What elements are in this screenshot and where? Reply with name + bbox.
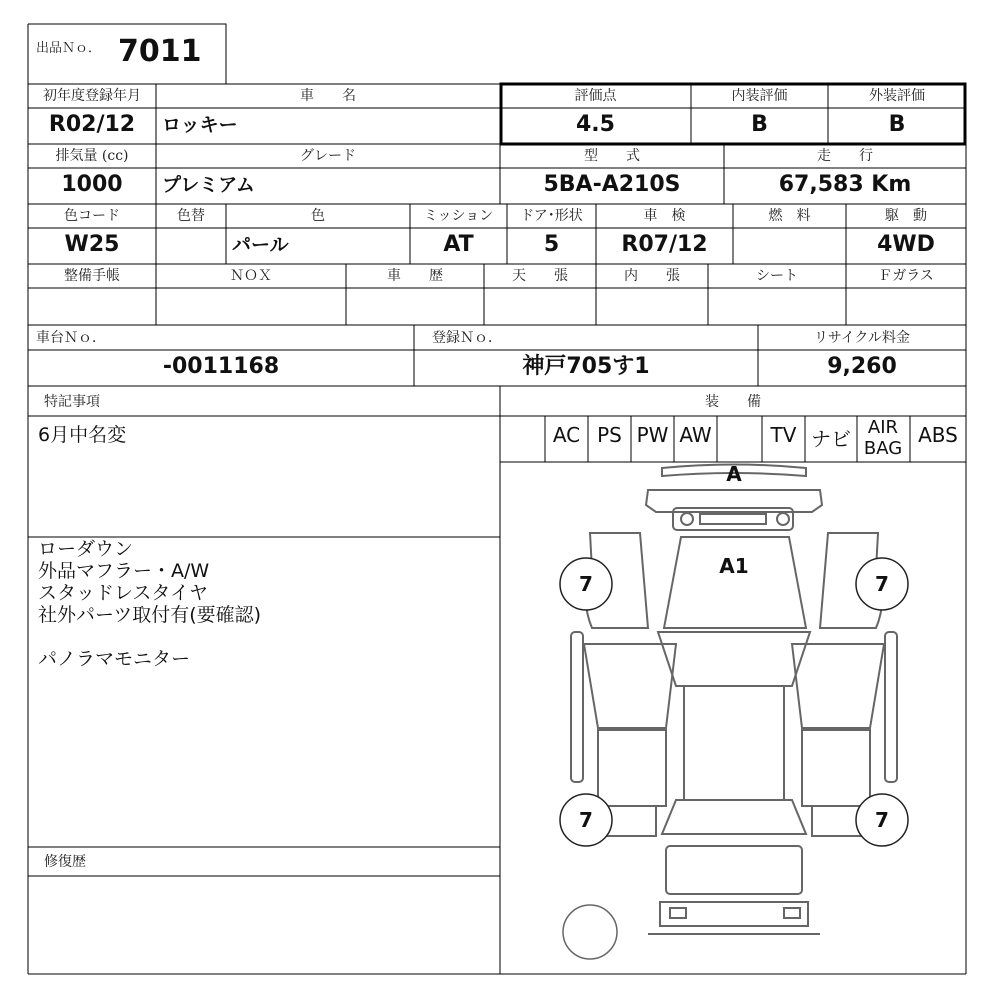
model-code-label: 型 式 (584, 148, 640, 164)
car-name-value: ロッキー (162, 114, 238, 136)
plate-value: 神戸705す1 (522, 354, 650, 379)
notes-line: パノラマモニター (38, 648, 191, 670)
front-glass-label: Ｆガラス (878, 268, 934, 284)
notes-line: ローダウン (38, 538, 134, 560)
drive-value: 4WD (877, 232, 935, 257)
mileage-label: 走 行 (817, 148, 873, 164)
fuel-label: 燃 料 (768, 208, 811, 224)
doors-label: ドア･形状 (520, 208, 583, 224)
first-reg-value: R02/12 (48, 112, 136, 137)
hood-mark: A1 (719, 554, 749, 578)
color-code-label: 色コード (64, 208, 120, 224)
tire-fr-value: 7 (875, 572, 889, 596)
equipment-item-ps: PS (597, 423, 622, 447)
inspection-value: R07/12 (621, 232, 708, 257)
notes-line: 外品マフラー・A/W (38, 560, 210, 582)
car-name-label: 車 名 (300, 88, 356, 104)
interior-grade-value: B (751, 112, 768, 137)
score-value: 4.5 (576, 112, 615, 137)
front-mark: A (726, 462, 742, 486)
equipment-item-abs: ABS (918, 423, 958, 447)
tire-rr-value: 7 (875, 808, 889, 832)
equipment-item-tv: TV (770, 423, 797, 447)
equipment-item-aw: AW (679, 423, 712, 447)
service-book-label: 整備手帳 (64, 268, 120, 284)
transmission-value: AT (443, 232, 474, 257)
inspection-label: 車 検 (643, 208, 686, 224)
transmission-label: ミッション (423, 208, 494, 224)
first-reg-label: 初年度登録年月 (43, 88, 141, 104)
grade-value: プレミアム (162, 174, 255, 196)
tire-rl-value: 7 (579, 808, 593, 832)
vehicle-history-label: 車 歴 (387, 268, 443, 284)
equipment-item-ac: AC (552, 423, 581, 447)
repair-history-label: 修復歴 (44, 854, 86, 870)
exterior-grade-value: B (888, 112, 906, 137)
notes-line: スタッドレスタイヤ (38, 582, 209, 604)
recycle-fee-value: 9,260 (827, 354, 897, 379)
spare-tire (563, 905, 617, 959)
grade-label: グレード (300, 148, 356, 164)
color-code-value: W25 (64, 232, 120, 257)
equipment-item-airbag: AIR BAG (863, 417, 903, 459)
drive-label: 駆 動 (885, 208, 927, 224)
nox-label: ＮＯＸ (230, 268, 272, 284)
doors-value: 5 (543, 232, 560, 257)
equipment-label: 装 備 (705, 394, 761, 410)
seat-label: シート (756, 268, 798, 284)
lot-number: 7011 (118, 34, 202, 69)
lot-label: 出品Ｎｏ． (36, 41, 102, 56)
color-label: 色 (311, 208, 325, 224)
equipment-item-pw: PW (636, 423, 669, 447)
notes-top: 6月中名変 (38, 424, 127, 446)
tire-fl-value: 7 (579, 572, 593, 596)
chassis-value: -0011168 (162, 354, 280, 379)
exterior-grade-label: 外装評価 (869, 88, 925, 104)
roof-lining-label: 天 張 (512, 268, 568, 284)
notes-label: 特記事項 (44, 394, 100, 410)
color-change-label: 色替 (177, 208, 205, 224)
notes-line: 社外パーツ取付有(要確認) (38, 604, 262, 626)
color-value: パール (232, 234, 289, 256)
mileage-value: 67,583 Km (778, 172, 912, 197)
displacement-value: 1000 (61, 172, 123, 197)
model-code-value: 5BA-A210S (543, 172, 681, 197)
interior-trim-label: 内 張 (624, 268, 680, 284)
score-label: 評価点 (574, 88, 617, 104)
interior-grade-label: 内装評価 (731, 88, 788, 104)
displacement-label: 排気量 (cc) (55, 148, 129, 164)
equipment-item-navi: ナビ (811, 427, 851, 451)
chassis-label: 車台Ｎｏ． (36, 330, 106, 346)
recycle-fee-label: リサイクル料金 (813, 330, 911, 346)
plate-label: 登録Ｎｏ． (432, 330, 502, 346)
